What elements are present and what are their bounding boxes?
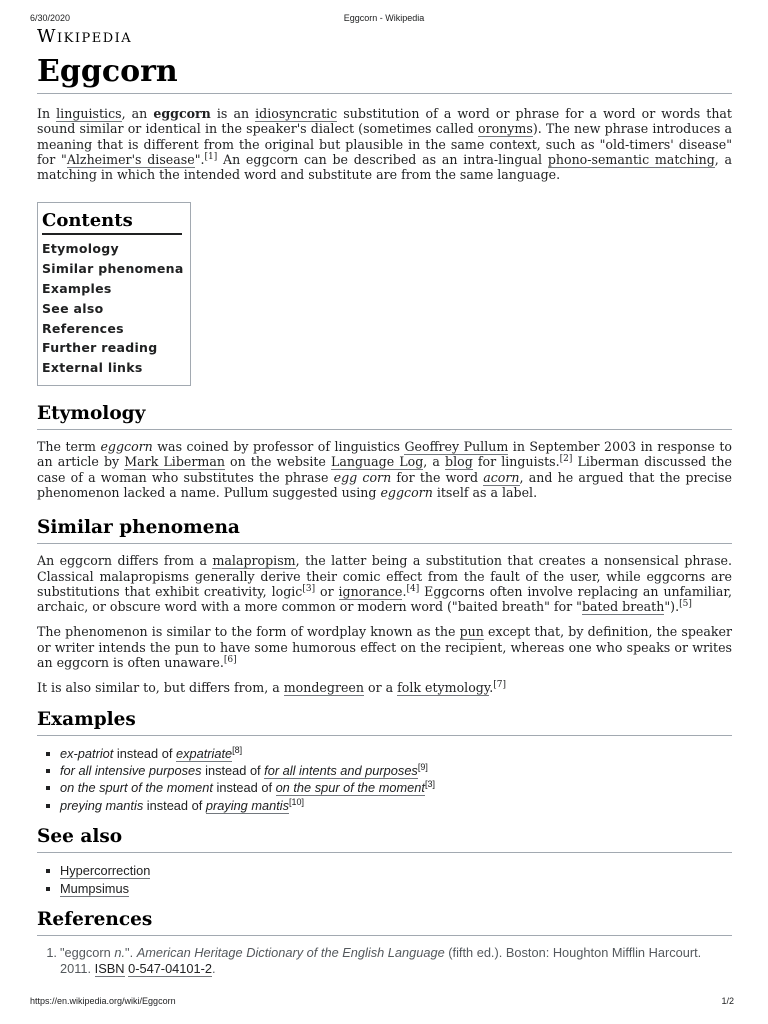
- similar-paragraph-3: It is also similar to, but differs from, a mondegreen or a folk etymology.[7]: [37, 680, 507, 696]
- print-footer: [0, 996, 768, 1008]
- link-hypercorrection[interactable]: Hypercorrection: [60, 863, 151, 879]
- toc-item-see-also[interactable]: See also: [42, 300, 104, 316]
- link-idiosyncratic[interactable]: idiosyncratic: [255, 106, 338, 121]
- toc-item-similar-phenomena[interactable]: Similar phenomena: [42, 261, 184, 277]
- article-page: [37, 25, 732, 976]
- link-bated-breath[interactable]: bated breath: [581, 599, 665, 615]
- link-for-all-intents-and-purposes[interactable]: for all intents and purposes: [264, 763, 418, 779]
- citation-9[interactable]: [9]: [417, 762, 428, 773]
- toc-item-references[interactable]: References: [42, 320, 124, 336]
- list-item: preying mantis instead of praying mantis[10]: [60, 797, 732, 814]
- citation-7[interactable]: [7]: [493, 680, 507, 691]
- citation-3-repeat[interactable]: [3]: [424, 779, 435, 790]
- heading-see-also: See also: [37, 825, 732, 853]
- link-mumpsimus[interactable]: Mumpsimus: [60, 880, 129, 896]
- toc-item-etymology[interactable]: Etymology: [42, 241, 119, 257]
- print-url: https://en.wikipedia.org/wiki/Eggcorn: [30, 996, 176, 1006]
- link-mark-liberman[interactable]: Mark Liberman: [124, 454, 225, 470]
- etymology-paragraph: The term eggcorn was coined by professor of linguistics Geoffrey Pullum in September 2003 in response to an article by Mark Liberman on the website Language Log, a blog for linguists.[2] Liberman discussed the case of a woman who substitutes the phrase egg corn for the word acorn, and he argued that the precise phenomenon lacked a name. Pullum suggested using eggcorn itself as a label.: [37, 439, 732, 500]
- list-item: on the spurt of the moment instead of on the spur of the moment[3]: [60, 779, 732, 796]
- link-alzheimers-disease[interactable]: Alzheimer's disease: [66, 151, 195, 167]
- link-blog[interactable]: blog: [445, 454, 473, 470]
- print-header: [0, 13, 768, 25]
- page-title: Eggcorn: [37, 49, 732, 94]
- list-item: [60, 880, 732, 897]
- toc-item-external-links[interactable]: External links: [42, 360, 143, 376]
- link-phono-semantic-matching[interactable]: phono-semantic matching: [547, 151, 715, 167]
- lead-paragraph: In linguistics, an eggcorn is an idiosyncratic substitution of a word or phrase for a word or words that sound similar or identical in the speaker's dialect (sometimes called oronyms). The new phrase introduces a meaning that is different from the original but plausible in the same context, such as "old-timers' disease" for "Alzheimer's disease".[1] An eggcorn can be described as an intra-lingual phono-semantic matching, a matching in which the intended word and substitute are from the same language.: [37, 106, 733, 183]
- citation-8[interactable]: [8]: [232, 744, 243, 755]
- link-geoffrey-pullum[interactable]: Geoffrey Pullum: [404, 439, 509, 455]
- link-mondegreen[interactable]: mondegreen: [283, 680, 364, 696]
- reference-item: 1. "eggcorn n.". American Heritage Dictionary of the English Language (fifth ed.). Boston: Houghton Mifflin Harcourt. 2011. ISBN 0-547-04101-2.: [46, 945, 702, 976]
- examples-list: [37, 745, 732, 815]
- link-oronyms[interactable]: oronyms: [477, 121, 533, 137]
- link-expatriate[interactable]: expatriate: [175, 745, 233, 761]
- citation-1[interactable]: [1]: [204, 151, 218, 162]
- link-isbn-number[interactable]: 0-547-04101-2: [128, 960, 213, 976]
- link-ignorance[interactable]: ignorance: [338, 583, 403, 599]
- toc-title: Contents: [42, 210, 182, 235]
- toc-item-further-reading[interactable]: Further reading: [42, 340, 158, 356]
- citation-3[interactable]: [3]: [302, 583, 316, 594]
- link-isbn[interactable]: ISBN: [94, 960, 125, 976]
- heading-examples: Examples: [37, 708, 732, 736]
- link-folk-etymology[interactable]: folk etymology: [397, 680, 490, 696]
- citation-5[interactable]: [5]: [679, 599, 692, 610]
- link-praying-mantis[interactable]: praying mantis: [205, 797, 290, 813]
- heading-similar-phenomena: Similar phenomena: [37, 516, 732, 544]
- list-item: ex-patriot instead of expatriate[8]: [60, 745, 732, 762]
- see-also-list: [37, 862, 732, 897]
- citation-6[interactable]: [6]: [223, 655, 237, 666]
- list-item: for all intensive purposes instead of for all intents and purposes[9]: [60, 762, 732, 779]
- citation-4[interactable]: [4]: [406, 583, 420, 594]
- citation-10[interactable]: [10]: [289, 796, 305, 807]
- link-linguistics[interactable]: linguistics: [56, 106, 122, 121]
- table-of-contents: [37, 202, 191, 386]
- print-doc-title: Eggcorn - Wikipedia: [343, 13, 425, 23]
- similar-paragraph-2: The phenomenon is similar to the form of wordplay known as the pun except that, by definition, the speaker or writer intends the pun to have some humorous effect on the recipient, whereas one who speaks or writes an eggcorn is often unaware.[6]: [37, 624, 732, 671]
- link-language-log[interactable]: Language Log: [331, 454, 424, 470]
- link-on-the-spur-of-the-moment[interactable]: on the spur of the moment: [275, 780, 425, 796]
- link-malapropism[interactable]: malapropism: [212, 553, 296, 569]
- citation-2[interactable]: [2]: [559, 454, 573, 465]
- references-list: [37, 945, 732, 976]
- wikipedia-wordmark[interactable]: Wikipedia: [37, 26, 133, 47]
- print-page-number: 1/2: [721, 996, 734, 1006]
- list-item: [60, 862, 732, 879]
- print-date: 6/30/2020: [30, 13, 71, 23]
- link-acorn[interactable]: acorn: [483, 469, 520, 485]
- link-pun[interactable]: pun: [459, 624, 484, 640]
- heading-references: References: [37, 908, 732, 936]
- heading-etymology: Etymology: [37, 402, 732, 430]
- similar-paragraph-1: An eggcorn differs from a malapropism, the latter being a substitution that creates a nonsensical phrase. Classical malapropisms generally derive their comic effect from the fault of the user, while eggcorns are substitutions that exhibit creativity, logic[3] or ignorance.[4] Eggcorns often involve replacing an unfamiliar, archaic, or obscure word with a more common or modern word ("baited breath" for "bated breath").[5]: [37, 553, 733, 615]
- toc-item-examples[interactable]: Examples: [42, 281, 112, 297]
